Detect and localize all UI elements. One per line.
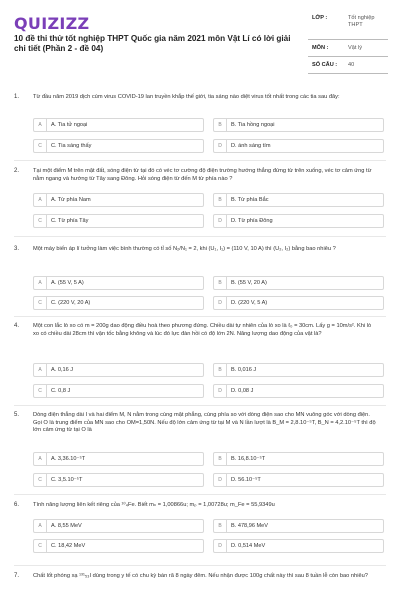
option-c[interactable] — [33, 139, 204, 153]
question-number: 7. — [14, 573, 20, 579]
meta-value: Tốt nghiệp THPT — [348, 15, 375, 28]
option-letter: A — [34, 520, 47, 532]
option-c[interactable] — [33, 384, 204, 398]
option-a[interactable] — [33, 118, 204, 132]
option-letter: D — [214, 385, 227, 397]
option-text: B. 16,8.10⁻⁵T — [231, 456, 266, 462]
option-letter: D — [214, 540, 227, 552]
document-title: 10 đề thi thử tốt nghiệp THPT Quốc gia năm 2021 môn Vật Lí có lời giải chi tiết (Phần 2 - đề 04) — [14, 34, 291, 53]
option-letter: B — [214, 453, 227, 465]
meta-value: 40 — [348, 62, 355, 68]
option-text: A. 3,36.10⁻⁵T — [51, 456, 86, 462]
divider — [14, 316, 386, 317]
option-letter: A — [34, 277, 47, 289]
option-text: D. Từ phía Đông — [231, 218, 273, 224]
option-text: D. ánh sáng tím — [231, 143, 271, 149]
option-c[interactable] — [33, 214, 204, 228]
option-letter: C — [34, 215, 47, 227]
option-text: A. 8,55 MeV — [51, 523, 82, 529]
option-b[interactable] — [213, 363, 384, 377]
option-letter: D — [214, 140, 227, 152]
option-text: A. (55 V, 5 A) — [51, 280, 84, 286]
option-d[interactable] — [213, 214, 384, 228]
option-d[interactable] — [213, 384, 384, 398]
option-b[interactable] — [213, 193, 384, 207]
question-text: Chất lốt phóng xạ ¹³¹₅₃I dùng trong y tế có chu kỳ bán rã 8 ngày đêm. Nếu nhận được 100g chất này thì sau 8 tuần lễ còn bao nhiêu? — [33, 573, 368, 579]
question-number: 3. — [14, 246, 20, 252]
option-letter: C — [34, 385, 47, 397]
option-d[interactable] — [213, 539, 384, 553]
option-a[interactable] — [33, 519, 204, 533]
option-letter: B — [214, 119, 227, 131]
question-text: Từ đầu năm 2019 dịch cúm virus COVID-19 lan truyền khắp thế giới, tia sáng nào diệt virus tốt nhất trong các tia sau đây: — [33, 94, 340, 100]
option-a[interactable] — [33, 276, 204, 290]
option-text: B. 0,016 J — [231, 367, 257, 373]
option-text: D. (220 V, 5 A) — [231, 300, 268, 306]
option-letter: B — [214, 520, 227, 532]
question-number: 2. — [14, 168, 20, 174]
option-text: C. 18,42 MeV — [51, 543, 86, 549]
option-text: A. 0,16 J — [51, 367, 74, 373]
divider — [14, 160, 386, 161]
option-b[interactable] — [213, 118, 384, 132]
meta-key: LỚP : — [312, 15, 328, 21]
option-letter: C — [34, 140, 47, 152]
option-letter: B — [214, 277, 227, 289]
option-text: B. Tia hồng ngoại — [231, 122, 275, 128]
option-text: B. (55 V, 20 A) — [231, 280, 267, 286]
question-text: Dòng điện thẳng dài I và hai điểm M, N nằm trong cùng mặt phẳng, cùng phía so với dòng điện sao cho MN vuông góc với dòng điện. Gọi O là trung điểm của MN sao cho OM=1,50N. Nếu độ lớn cảm ứng từ tại M và N lần lượt là B_M = 2,8.10⁻⁵T, B_N = 4,2.10⁻⁵T thì độ lớn cảm ứng từ tại O là — [33, 412, 376, 434]
option-c[interactable] — [33, 473, 204, 487]
option-text: C. Tia sáng thấy — [51, 143, 92, 149]
option-a[interactable] — [33, 452, 204, 466]
option-text: B. Từ phía Bắc — [231, 197, 269, 203]
option-c[interactable] — [33, 296, 204, 310]
option-d[interactable] — [213, 473, 384, 487]
option-letter: A — [34, 194, 47, 206]
option-text: C. 0,8 J — [51, 388, 71, 394]
option-text: B. 478,96 MeV — [231, 523, 269, 529]
option-b[interactable] — [213, 452, 384, 466]
meta-key: SỐ CÂU : — [312, 62, 338, 68]
option-text: A. Từ phía Nam — [51, 197, 91, 203]
option-c[interactable] — [33, 539, 204, 553]
meta-key: MÔN : — [312, 45, 329, 51]
option-letter: B — [214, 364, 227, 376]
meta-value: Vật lý — [348, 45, 362, 51]
option-text: C. (220 V, 20 A) — [51, 300, 91, 306]
option-b[interactable] — [213, 519, 384, 533]
option-d[interactable] — [213, 139, 384, 153]
question-text: Một con lắc lò xo có m = 200g dao động điều hoà theo phương đứng. Chiều dài tự nhiên của lò xo là ℓ₀ = 30cm. Lấy g = 10m/s². Khi lò xo có chiều dài 28cm thì vận tốc bằng không và lúc đó lực đàn hồi có độ lớn 2N. Năng lượng dao động của vật là? — [33, 323, 372, 337]
divider — [14, 236, 386, 237]
question-number: 5. — [14, 412, 20, 418]
option-letter: A — [34, 453, 47, 465]
option-letter: C — [34, 540, 47, 552]
question-text: Một máy biến áp lí tưởng làm việc bình thường có tỉ số N₂/N₁ = 2, khi (U₁, I₁) = (110 V, 10 A) thì (U₂, I₂) bằng bao nhiêu ? — [33, 246, 336, 252]
option-text: D. 0,08 J — [231, 388, 254, 394]
option-letter: D — [214, 215, 227, 227]
divider — [14, 405, 386, 406]
meta-table — [308, 10, 388, 74]
option-letter: A — [34, 119, 47, 131]
option-d[interactable] — [213, 296, 384, 310]
option-text: D. 0,514 MeV — [231, 543, 266, 549]
option-letter: B — [214, 194, 227, 206]
divider — [14, 565, 386, 566]
quizizz-logo: QUIZIZZ — [14, 14, 90, 33]
meta-row-count — [308, 57, 388, 74]
option-letter: D — [214, 474, 227, 486]
option-b[interactable] — [213, 276, 384, 290]
option-letter: C — [34, 297, 47, 309]
option-text: C. 3,5.10⁻⁵T — [51, 477, 83, 483]
option-text: C. Từ phía Tây — [51, 218, 89, 224]
meta-row-subject — [308, 40, 388, 57]
option-a[interactable] — [33, 193, 204, 207]
option-text: A. Tia tử ngoại — [51, 122, 88, 128]
divider — [14, 494, 386, 495]
option-letter: D — [214, 297, 227, 309]
option-letter: C — [34, 474, 47, 486]
question-number: 1. — [14, 94, 20, 100]
option-a[interactable] — [33, 363, 204, 377]
question-text: Tại một điểm M trên mặt đất, sóng điện từ tại đó có véc tơ cường độ điện trường hướng thẳng đứng từ trên xuống, véc tơ cảm ứng từ nằm ngang và hướng từ Tây sang Đông. Hỏi sóng điện từ đến M từ phía nào ? — [33, 168, 372, 182]
header — [0, 0, 400, 70]
question-number: 6. — [14, 502, 20, 508]
question-text: Tính năng lượng liên kết riêng của ¹⁰₄Fe. Biết mₙ = 1,00866u; mₚ = 1,00728u; m_Fe = 55,9349u — [33, 502, 275, 508]
option-letter: A — [34, 364, 47, 376]
question-number: 4. — [14, 323, 20, 329]
meta-row-class — [308, 10, 388, 40]
option-text: D. 56.10⁻⁵T — [231, 477, 261, 483]
